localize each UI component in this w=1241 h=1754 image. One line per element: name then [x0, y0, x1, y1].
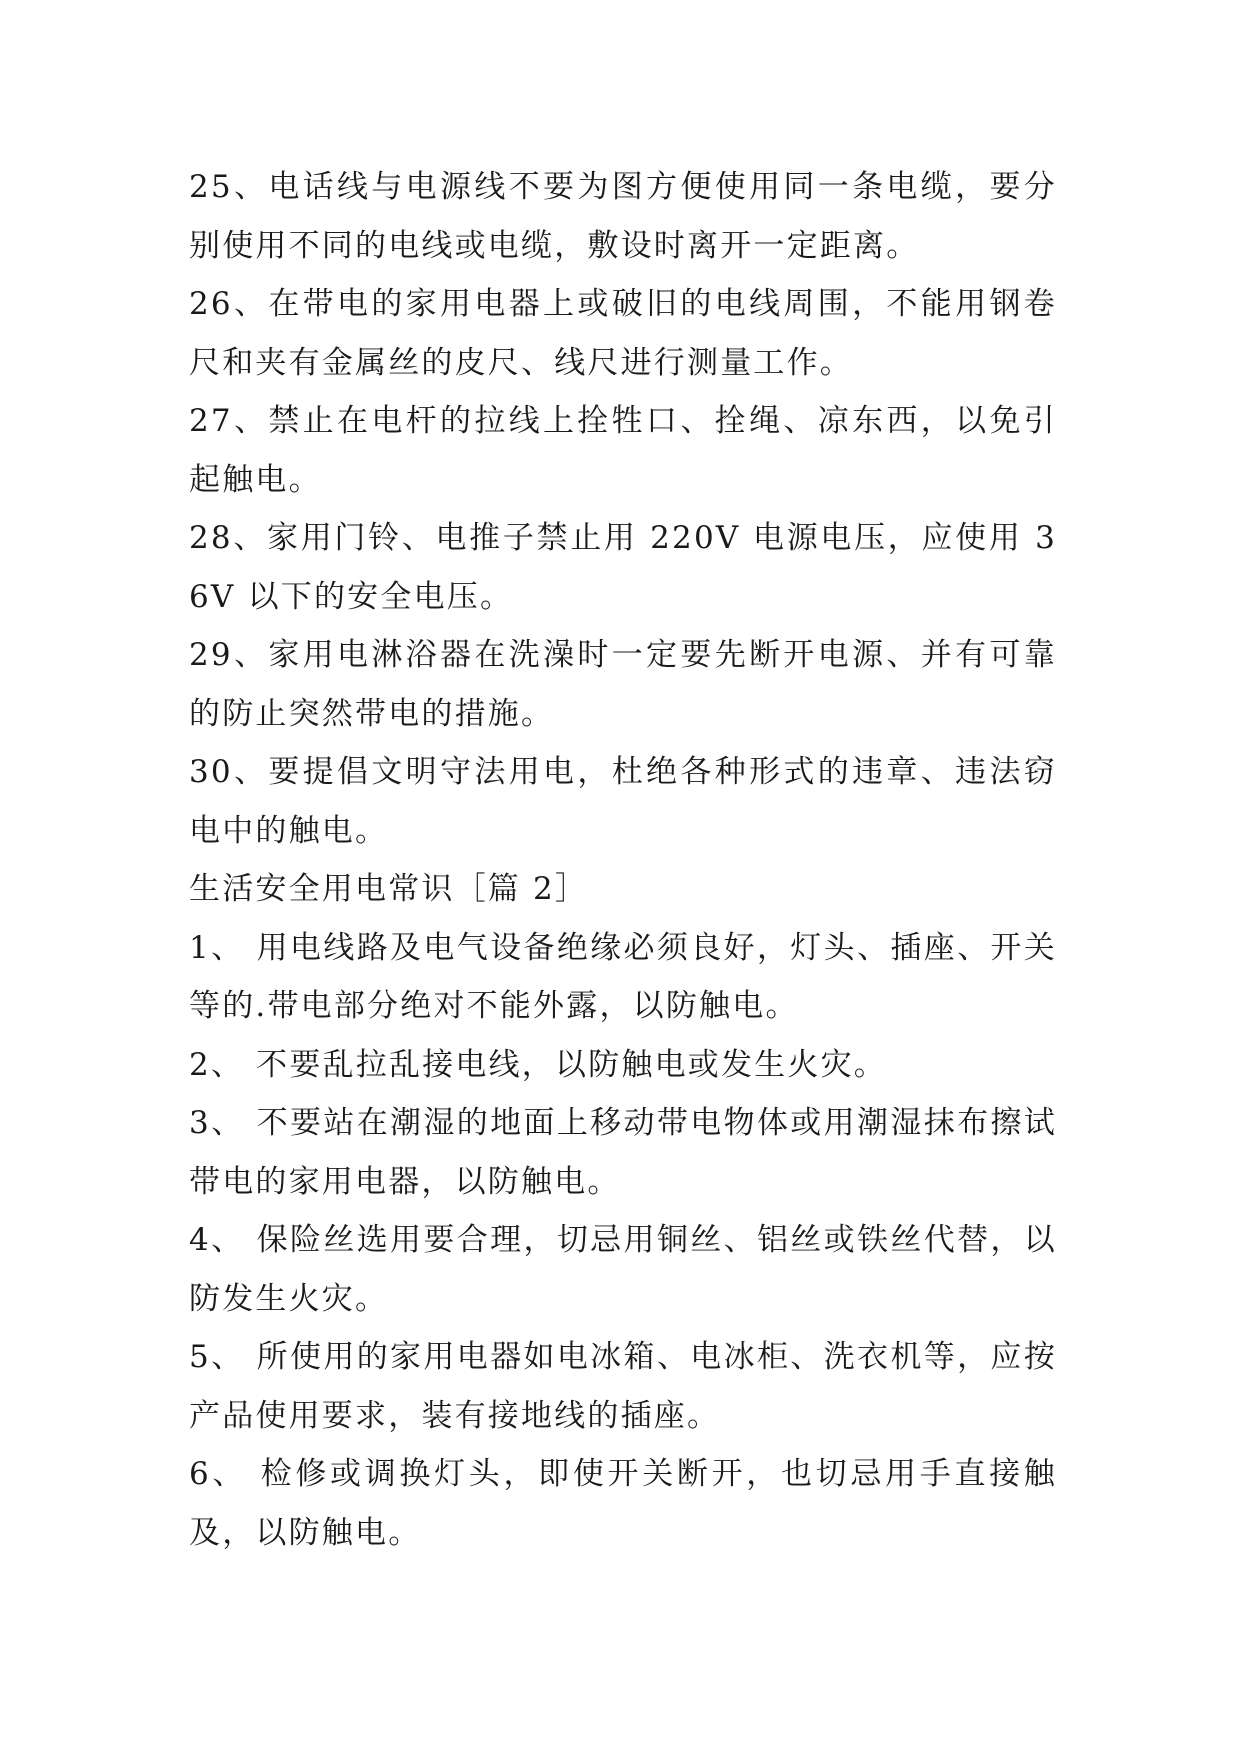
section-item-1: 1、 用电线路及电气设备绝缘必须良好，灯头、插座、开关等的.带电部分绝对不能外露，以防触电。 — [189, 929, 1057, 1024]
section-item-2: 2、 不要乱拉乱接电线，以防触电或发生火灾。 — [189, 1046, 887, 1083]
section-item-5: 5、 所使用的家用电器如电冰箱、电冰柜、洗衣机等，应按产品使用要求，装有接地线的插座。 — [189, 1339, 1057, 1434]
paragraph-25: 25、电话线与电源线不要为图方便使用同一条电缆，要分别使用不同的电线或电缆，敷设时离开一定距离。 — [189, 169, 1057, 264]
section-item-6: 6、 检修或调换灯头，即使开关断开，也切忌用手直接触及，以防触电。 — [189, 1456, 1057, 1551]
paragraph-26: 26、在带电的家用电器上或破旧的电线周围，不能用钢卷尺和夹有金属丝的皮尺、线尺进行测量工作。 — [189, 286, 1057, 381]
section-item-4: 4、 保险丝选用要合理，切忌用铜丝、铝丝或铁丝代替，以防发生火灾。 — [189, 1222, 1057, 1317]
paragraph-29: 29、家用电淋浴器在洗澡时一定要先断开电源、并有可靠的防止突然带电的措施。 — [189, 637, 1057, 732]
paragraph-27: 27、禁止在电杆的拉线上拴牲口、拴绳、凉东西，以免引起触电。 — [189, 403, 1057, 498]
section-item-3: 3、 不要站在潮湿的地面上移动带电物体或用潮湿抹布擦试带电的家用电器，以防触电。 — [189, 1105, 1057, 1200]
paragraph-30: 30、要提倡文明守法用电，杜绝各种形式的违章、违法窃电中的触电。 — [189, 754, 1057, 849]
section-heading: 生活安全用电常识［篇 2］ — [189, 871, 589, 907]
paragraph-28: 28、家用门铃、电推子禁止用 220V 电源电压，应使用 36V 以下的安全电压。 — [189, 520, 1057, 615]
document-body — [189, 158, 1057, 1562]
